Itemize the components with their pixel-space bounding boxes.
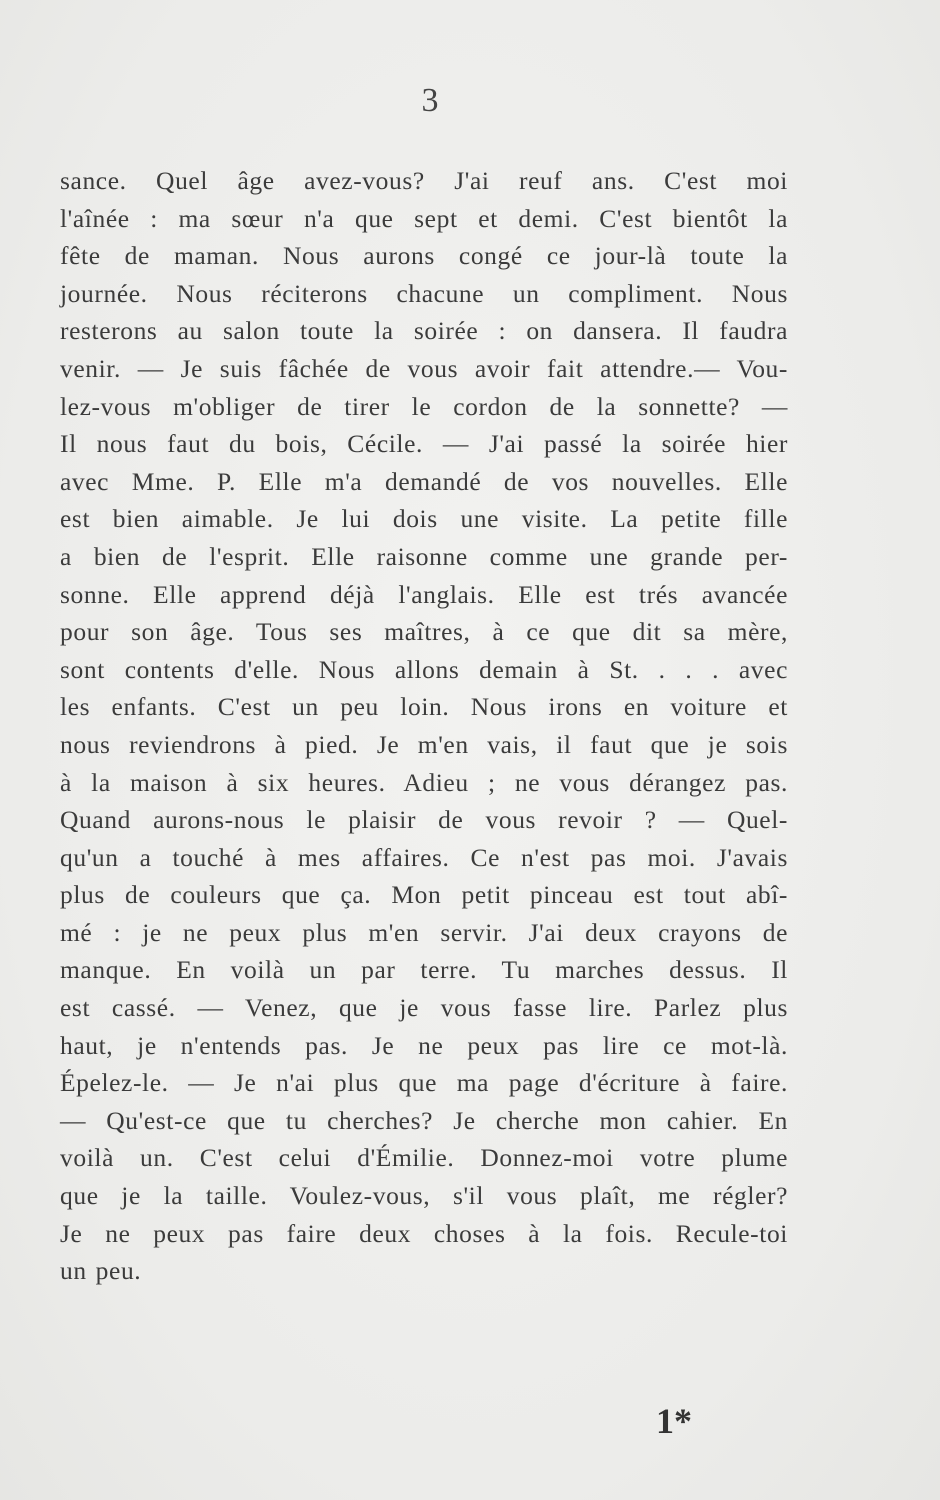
text-line: fête de maman. Nous aurons congé ce jour-là toute la [60,241,788,271]
text-line: à la maison à six heures. Adieu ; ne vous dérangez pas. [60,767,788,797]
page-number: 3 [421,82,439,119]
text-line: Je ne peux pas faire deux choses à la fois. Recule-toi [60,1218,788,1248]
text-line: Épelez-le. — Je n'ai plus que ma page d'écriture à faire. [60,1068,788,1098]
text-line: l'aînée : ma sœur n'a que sept et demi. C'est bientôt la [60,203,788,233]
text-line: sonne. Elle apprend déjà l'anglais. Elle est trés avancée [60,579,788,609]
text-line-last: un peu. [60,1256,142,1286]
text-line: journée. Nous réciterons chacune un compliment. Nous [60,278,788,308]
text-line: — Qu'est-ce que tu cherches? Je cherche mon cahier. En [60,1105,788,1135]
text-line: haut, je n'entends pas. Je ne peux pas lire ce mot-là. [60,1030,788,1060]
text-line: avec Mme. P. Elle m'a demandé de vos nouvelles. Elle [60,466,788,496]
text-line: Il nous faut du bois, Cécile. — J'ai passé la soirée hier [60,429,788,459]
text-line: venir. — Je suis fâchée de vous avoir fait attendre.— Vou- [60,353,788,383]
text-line: que je la taille. Voulez-vous, s'il vous plaît, me régler? [60,1181,788,1211]
text-line: est bien aimable. Je lui dois une visite. La petite fille [60,504,788,534]
text-line: qu'un a touché à mes affaires. Ce n'est pas moi. J'avais [60,842,788,872]
text-line: est cassé. — Venez, que je vous fasse lire. Parlez plus [60,993,788,1023]
text-line: plus de couleurs que ça. Mon petit pinceau est tout abî- [60,880,788,910]
text-line: Quand aurons-nous le plaisir de vous revoir ? — Quel- [60,805,788,835]
text-line: sance. Quel âge avez-vous? J'ai reuf ans. C'est moi [60,166,788,195]
text-line: a bien de l'esprit. Elle raisonne comme une grande per- [60,541,788,571]
text-line: manque. En voilà un par terre. Tu marches dessus. Il [60,955,788,985]
text-line: mé : je ne peux plus m'en servir. J'ai deux crayons de [60,917,788,947]
text-line: pour son âge. Tous ses maîtres, à ce que dit sa mère, [60,617,788,647]
text-line: sont contents d'elle. Nous allons demain à St. . . . avec [60,654,788,684]
text-line: lez-vous m'obliger de tirer le cordon de la sonnette? — [60,391,788,421]
text-line: nous reviendrons à pied. Je m'en vais, il faut que je sois [60,729,788,759]
text-line: voilà un. C'est celui d'Émilie. Donnez-moi votre plume [60,1143,788,1173]
signature-mark: 1* [656,1401,692,1441]
text-line: les enfants. C'est un peu loin. Nous irons en voiture et [60,692,788,722]
text-line: resterons au salon toute la soirée : on dansera. Il faudra [60,316,788,346]
body-text [60,162,788,1290]
